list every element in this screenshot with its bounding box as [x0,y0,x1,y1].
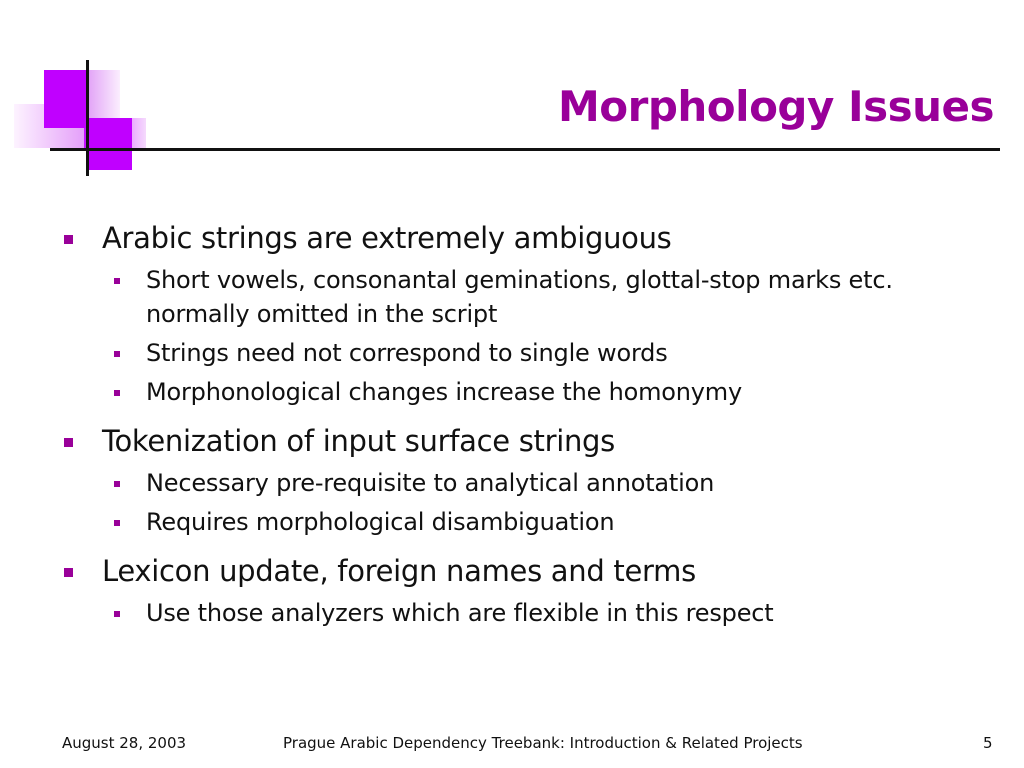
slide-title: Morphology Issues [557,82,994,131]
sub-bullet-text: Short vowels, consonantal geminations, glottal-stop marks etc. normally omitted in the script [146,266,893,328]
footer-date: August 28, 2003 [62,734,187,752]
title-rule [50,148,1000,151]
logo-square-top [44,70,88,128]
bullet-item [62,421,982,461]
bullet-list [62,218,982,630]
sub-bullet-item [62,505,982,539]
sub-bullet-square-icon [114,611,120,617]
bullet-square-icon [64,438,73,447]
bullet-square-icon [64,235,73,244]
sub-bullet-text: Necessary pre-requisite to analytical annotation [146,469,715,497]
sub-bullet-item [62,375,982,409]
sub-bullet-item [62,466,982,500]
sub-bullet-text: Requires morphological disambiguation [146,508,615,536]
bullet-item [62,218,982,258]
sub-bullet-square-icon [114,351,120,357]
sub-bullet-item [62,596,982,630]
sub-bullet-text: Morphonological changes increase the homonymy [146,378,742,406]
sub-bullet-square-icon [114,520,120,526]
logo-square-bottom [88,118,132,170]
page-number: 5 [983,734,993,752]
sub-bullet-square-icon [114,390,120,396]
bullet-text: Tokenization of input surface strings [102,424,615,458]
sub-bullet-text: Strings need not correspond to single words [146,339,668,367]
logo-square-top-right [88,70,120,118]
sub-bullet-text: Use those analyzers which are flexible in this respect [146,599,774,627]
bullet-item [62,551,982,591]
bullet-text: Lexicon update, foreign names and terms [102,554,696,588]
sub-bullet-item [62,263,982,331]
logo-vertical-line [86,60,89,176]
footer-title: Prague Arabic Dependency Treebank: Introduction & Related Projects [283,734,803,752]
sub-bullet-square-icon [114,481,120,487]
sub-bullet-square-icon [114,278,120,284]
bullet-text: Arabic strings are extremely ambiguous [102,221,672,255]
bullet-square-icon [64,568,73,577]
decorative-logo [0,0,160,190]
sub-bullet-item [62,336,982,370]
